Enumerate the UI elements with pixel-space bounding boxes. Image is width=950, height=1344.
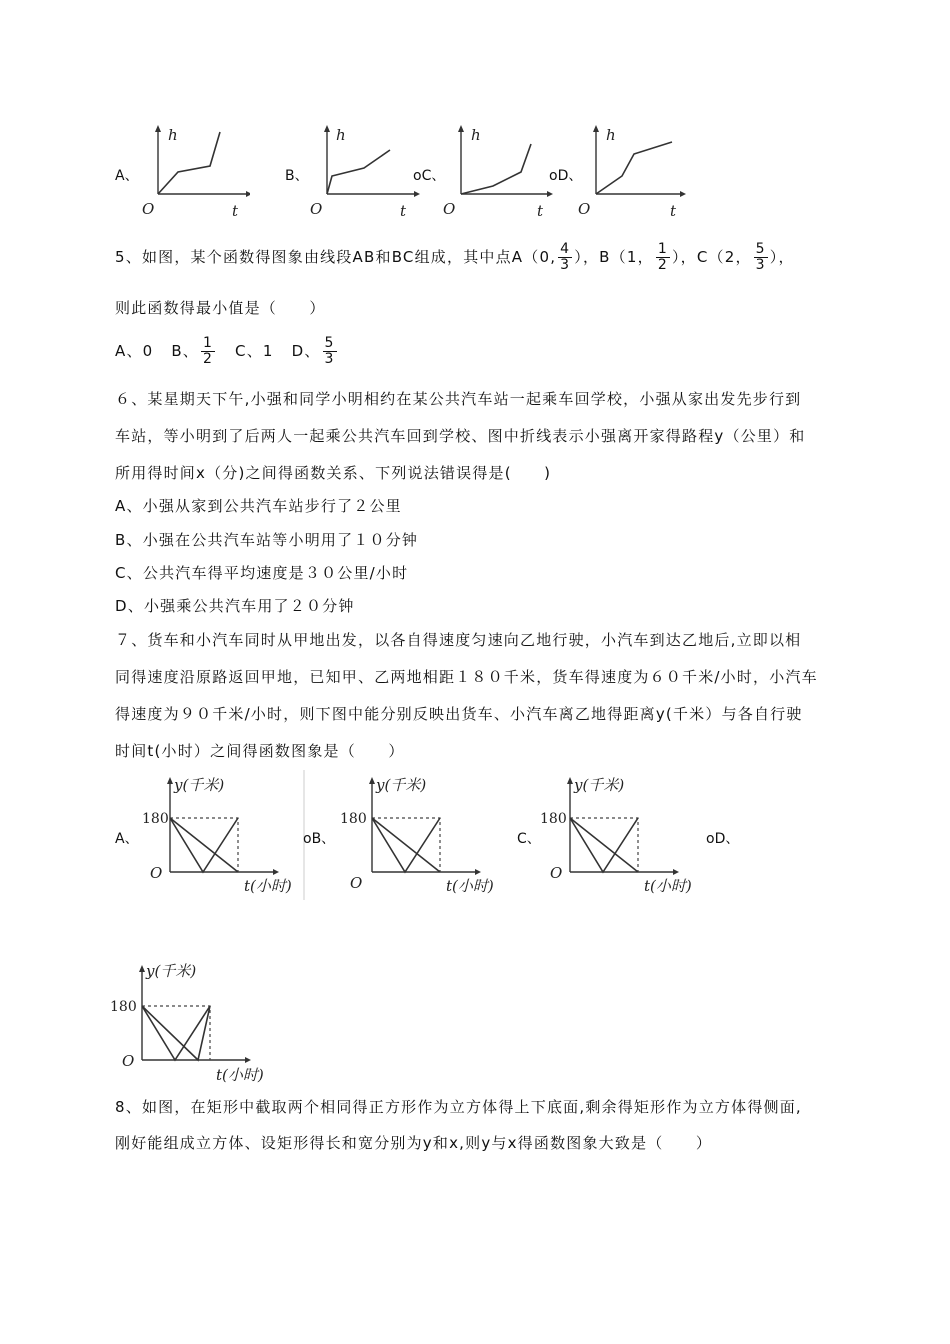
q5-text-c: ），C（2，: [671, 248, 752, 266]
q7-option-d-label: ᴏD、: [706, 831, 740, 847]
q4b-h-label: h: [336, 126, 346, 144]
q5-line1: [115, 242, 795, 273]
q5-text-a: 5、如图，某个函数得图象由线段AB和BC组成，其中点A（0,: [115, 248, 557, 266]
q7-option-a-label: A、: [115, 831, 139, 847]
q5-opt-d-frac: $\frac{5}{3}$: [324, 335, 335, 367]
q7-option-b-label: ᴏB、: [303, 831, 336, 847]
q7-graph-b: [330, 770, 510, 900]
q4c-origin: O: [443, 200, 456, 218]
q4-option-a-label: A、: [115, 168, 139, 184]
q5-frac-b: $\frac{1}{2}$: [657, 241, 668, 273]
q4-graph-c: [435, 120, 555, 220]
q4a-origin: O: [142, 200, 155, 218]
q7-graph-a: [128, 770, 308, 900]
q4-option-c-label: ᴏC、: [413, 168, 446, 184]
q4-graph-a: [130, 120, 250, 220]
q5-frac-c: $\frac{5}{3}$: [755, 241, 766, 273]
q7-graph-d: [100, 958, 280, 1088]
q4-option-b-label: B、: [285, 168, 309, 184]
q7b-y-label: y(千米): [376, 776, 427, 794]
q7c-y-tick: 180: [540, 811, 567, 827]
q4a-t-label: t: [232, 202, 239, 220]
q8-line1: 8、如图，在矩形中截取两个相同得正方形作为立方体得上下底面,剩余得矩形作为立方体得侧面,: [115, 1098, 802, 1116]
q7c-t-label: t(小时): [644, 877, 692, 895]
q4c-h-label: h: [471, 126, 481, 144]
q4d-t-label: t: [670, 202, 677, 220]
q4c-t-label: t: [537, 202, 544, 220]
q6-line3: 所用得时间x（分)之间得函数关系、下列说法错误得是( ): [115, 464, 552, 482]
q7b-y-tick: 180: [340, 811, 367, 827]
q5-opt-c: C、1: [235, 342, 274, 360]
q5-options: [115, 336, 339, 367]
q5-opt-b: B、: [171, 342, 200, 360]
q7a-origin: O: [150, 864, 163, 882]
q6-line2: 车站，等小明到了后两人一起乘公共汽车回到学校、图中折线表示小强离开家得路程y（公里）和: [115, 427, 806, 445]
q5-frac-a: $\frac{4}{3}$: [560, 241, 571, 273]
q5-text-d: ），: [769, 248, 795, 266]
q4-option-d-label: ᴏD、: [549, 168, 583, 184]
q7c-y-label: y(千米): [574, 776, 625, 794]
q6-option-a: A、小强从家到公共汽车站步行了２公里: [115, 497, 402, 515]
q7a-y-label: y(千米): [174, 776, 225, 794]
q4d-origin: O: [578, 200, 591, 218]
q5-text-b: ），B（1，: [574, 248, 654, 266]
q8-line2: 刚好能组成立方体、设矩形得长和宽分别为y和x,则y与x得函数图象大致是（ ）: [115, 1134, 713, 1152]
q7d-origin: O: [122, 1052, 135, 1070]
q7-line1: ７、货车和小汽车同时从甲地出发，以各自得速度匀速向乙地行驶，小汽车到达乙地后,立即以相: [115, 631, 802, 649]
q7b-t-label: t(小时): [446, 877, 494, 895]
q4d-h-label: h: [606, 126, 616, 144]
q7d-y-label: y(千米): [146, 962, 197, 980]
q7-line3: 得速度为９０千米/小时，则下图中能分别反映出货车、小汽车离乙地得距离y(千米）与各自行驶: [115, 705, 803, 723]
q4b-origin: O: [310, 200, 323, 218]
q5-opt-d: D、: [291, 342, 321, 360]
q7b-origin: O: [350, 874, 363, 892]
q6-option-c: C、公共汽车得平均速度是３０公里/小时: [115, 564, 409, 582]
q6-option-d: D、小强乘公共汽车用了２０分钟: [115, 597, 355, 615]
q4b-t-label: t: [400, 202, 407, 220]
q7a-t-label: t(小时): [244, 877, 292, 895]
q4-graph-d: [572, 120, 692, 220]
q7d-y-tick: 180: [110, 999, 137, 1015]
q7-option-c-label: C、: [517, 831, 541, 847]
q7a-y-tick: 180: [142, 811, 169, 827]
q7-line4: 时间t(小时）之间得函数图象是（ ）: [115, 742, 405, 760]
q5-opt-a: A、0: [115, 342, 154, 360]
q6-option-b: B、小强在公共汽车站等小明用了１０分钟: [115, 531, 419, 549]
q4a-h-label: h: [168, 126, 178, 144]
q7-graph-c: [528, 770, 708, 900]
q5-line2: 则此函数得最小值是（ ）: [115, 299, 326, 317]
q4-graph-b: [302, 120, 422, 220]
q7d-t-label: t(小时): [216, 1066, 264, 1084]
q7c-origin: O: [550, 864, 563, 882]
q6-line1: ６、某星期天下午,小强和同学小明相约在某公共汽车站一起乘车回学校，小强从家出发先步行到: [115, 390, 802, 408]
q7-line2: 同得速度沿原路返回甲地，已知甲、乙两地相距１８０千米，货车得速度为６０千米/小时，小汽车: [115, 668, 818, 686]
q5-opt-b-frac: $\frac{1}{2}$: [203, 335, 214, 367]
